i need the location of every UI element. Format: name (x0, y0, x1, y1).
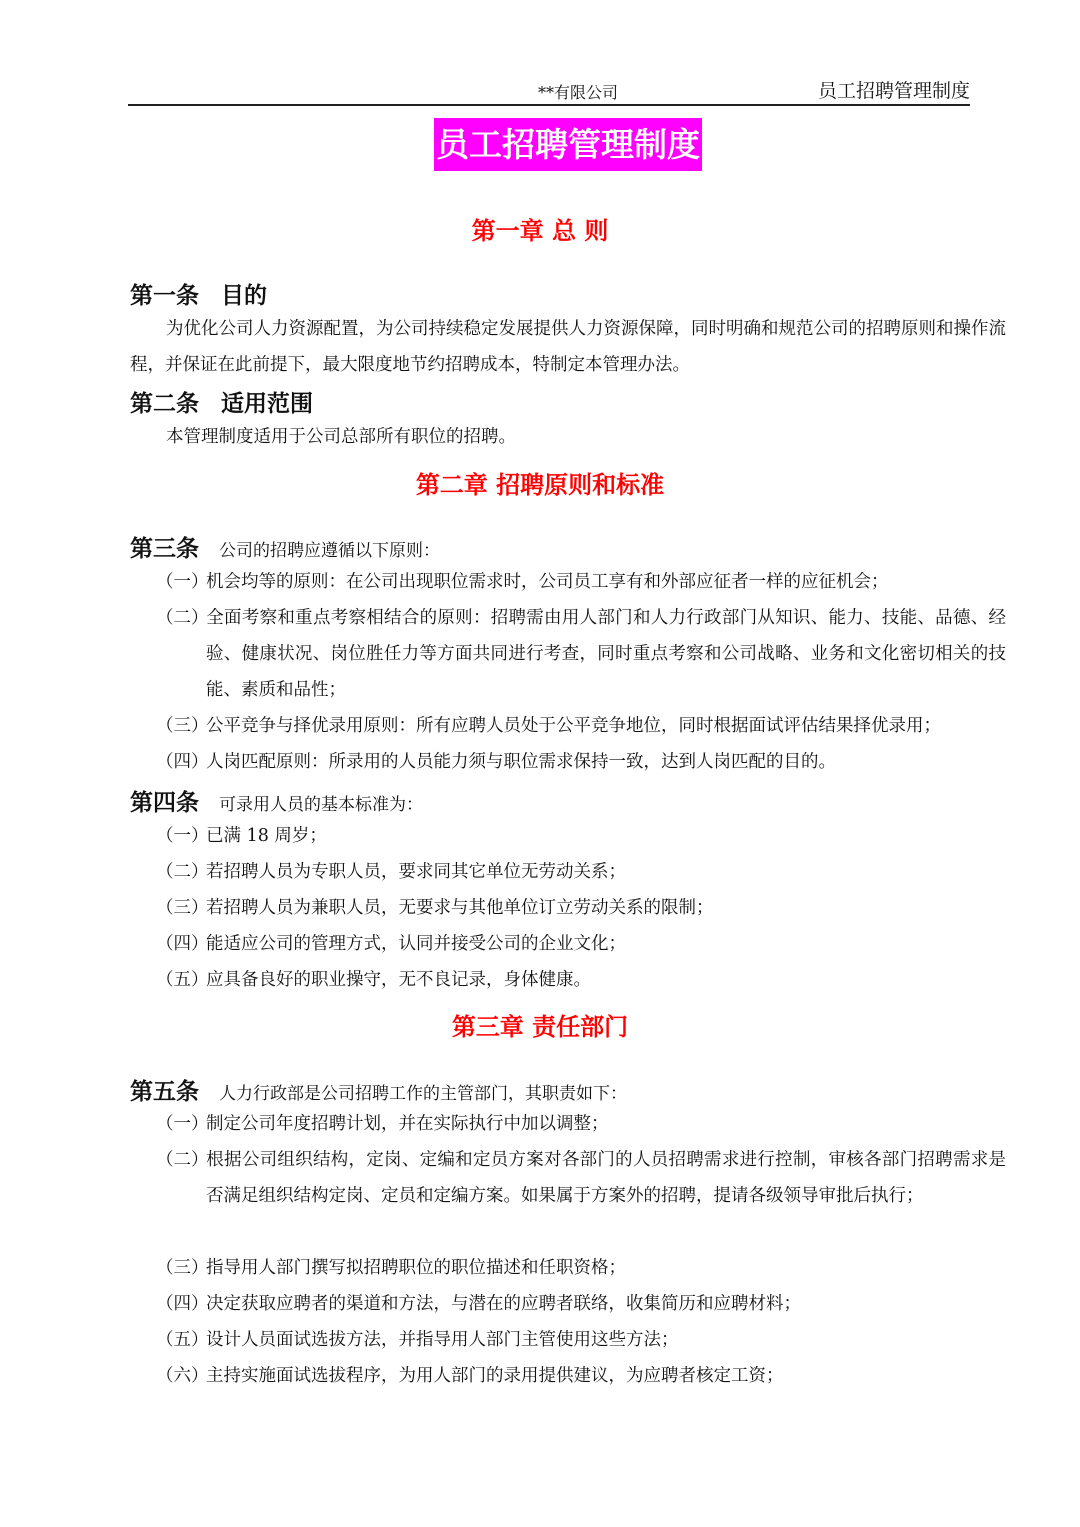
item-number: （五） (156, 1330, 209, 1350)
list-item (156, 962, 1006, 998)
item-number: （一） (156, 826, 209, 846)
list-item (156, 708, 1006, 744)
item-text: 决定获取应聘者的渠道和方法，与潜在的应聘者联络，收集简历和应聘材料； (206, 1294, 801, 1314)
article-heading (130, 784, 423, 817)
item-text: 主持实施面试选拔程序，为用人部门的录用提供建议，为应聘者核定工资； (206, 1366, 784, 1386)
item-number: （四） (156, 934, 209, 954)
chapter-heading: 第二章 招聘原则和标准 (415, 471, 665, 499)
item-text: 已满 18 周岁； (206, 826, 327, 846)
list-item (156, 1250, 1006, 1286)
list-item (156, 890, 1006, 926)
item-text: 指导用人部门撰写拟招聘职位的职位描述和任职资格； (206, 1258, 626, 1278)
item-number: （一） (156, 572, 209, 592)
chapter-heading: 第一章 总 则 (471, 217, 609, 245)
list-item (156, 1358, 1006, 1394)
article-heading (130, 385, 313, 418)
document-title: 员工招聘管理制度 (434, 118, 702, 171)
article-label: 第五条 (130, 1079, 199, 1105)
item-number: （二） (156, 1150, 209, 1170)
item-number: （二） (156, 862, 209, 882)
article-heading (130, 1073, 627, 1106)
list-item (156, 600, 1006, 708)
page-header (128, 74, 970, 106)
list-item (156, 854, 1006, 890)
article-title: 适用范围 (221, 391, 313, 417)
item-number: （六） (156, 1366, 209, 1386)
list-item (156, 1106, 1006, 1142)
chapter-heading: 第三章 责任部门 (451, 1013, 629, 1041)
list-item (156, 564, 1006, 600)
item-number: （三） (156, 716, 209, 736)
header-doc-name: 员工招聘管理制度 (817, 80, 970, 102)
article-label: 第四条 (130, 790, 199, 816)
item-text: 人岗匹配原则：所录用的人员能力须与职位需求保持一致，达到人岗匹配的目的。 (206, 752, 836, 772)
item-text: 能适应公司的管理方式，认同并接受公司的企业文化； (206, 934, 626, 954)
item-number: （三） (156, 1258, 209, 1278)
article-label: 第三条 (130, 536, 199, 562)
list-item (156, 744, 1006, 780)
article-intro: 可录用人员的基本标准为： (219, 795, 423, 815)
article-paragraph: 本管理制度适用于公司总部所有职位的招聘。 (166, 427, 516, 447)
article-label: 第二条 (130, 391, 199, 417)
item-text: 全面考察和重点考察相结合的原则：招聘需由用人部门和人力行政部门从知识、能力、技能、品德、经验、健康状况、岗位胜任力等方面共同进行考查，同时重点考察和公司战略、业务和文化密切相关的技能、素质和品性； (206, 608, 1006, 700)
list-item (156, 818, 1006, 854)
item-number: （三） (156, 898, 209, 918)
article-intro: 人力行政部是公司招聘工作的主管部门，其职责如下： (219, 1084, 627, 1104)
item-number: （一） (156, 1114, 209, 1134)
item-text: 机会均等的原则：在公司出现职位需求时，公司员工享有和外部应征者一样的应征机会； (206, 572, 889, 592)
article-paragraph: 为优化公司人力资源配置，为公司持续稳定发展提供人力资源保障，同时明确和规范公司的招聘原则和操作流程，并保证在此前提下，最大限度地节约招聘成本，特制定本管理办法。 (130, 319, 1006, 375)
item-number: （五） (156, 970, 209, 990)
item-text: 若招聘人员为专职人员，要求同其它单位无劳动关系； (206, 862, 626, 882)
article-heading (130, 277, 267, 310)
list-item (156, 926, 1006, 962)
item-number: （四） (156, 752, 209, 772)
item-text: 设计人员面试选拔方法，并指导用人部门主管使用这些方法； (206, 1330, 679, 1350)
item-number: （二） (156, 608, 209, 628)
article-heading (130, 530, 440, 563)
article-label: 第一条 (130, 283, 199, 309)
item-text: 若招聘人员为兼职人员，无要求与其他单位订立劳动关系的限制； (206, 898, 714, 918)
item-text: 制定公司年度招聘计划，并在实际执行中加以调整； (206, 1114, 609, 1134)
item-text: 应具备良好的职业操守，无不良记录，身体健康。 (206, 970, 591, 990)
item-number: （四） (156, 1294, 209, 1314)
article-intro: 公司的招聘应遵循以下原则： (219, 541, 440, 561)
list-item (156, 1286, 1006, 1322)
item-text: 根据公司组织结构，定岗、定编和定员方案对各部门的人员招聘需求进行控制，审核各部门招聘需求是否满足组织结构定岗、定员和定编方案。如果属于方案外的招聘，提请各级领导审批后执行； (206, 1150, 1006, 1206)
list-item (156, 1142, 1006, 1214)
article-title: 目的 (221, 283, 267, 309)
item-text: 公平竞争与择优录用原则：所有应聘人员处于公平竞争地位，同时根据面试评估结果择优录用； (206, 716, 941, 736)
list-item (156, 1322, 1006, 1358)
header-company: **有限公司 (538, 83, 619, 102)
